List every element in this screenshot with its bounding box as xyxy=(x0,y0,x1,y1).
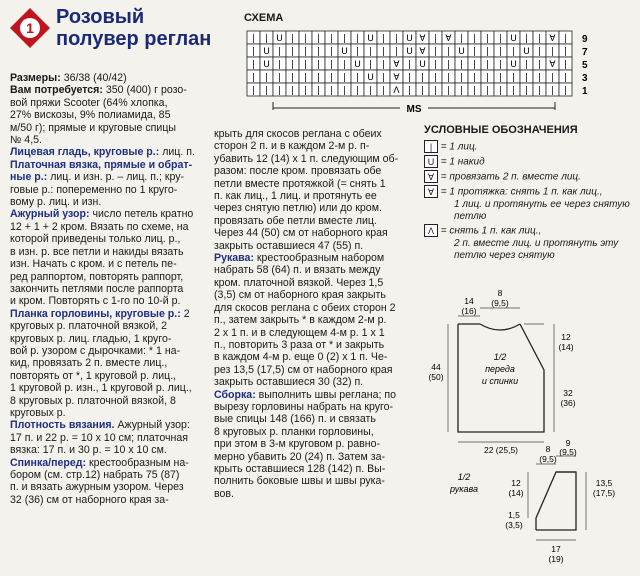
sleeve-line: п., затем закрыть * в каждом 2-м р. xyxy=(214,314,387,327)
chart-symbol: | xyxy=(342,60,347,70)
chart-symbol: | xyxy=(290,60,295,70)
legend-title: УСЛОВНЫЕ ОБОЗНАЧЕНИЯ xyxy=(424,124,578,136)
band-line: вой р. узором с дырочками: * 1 на- xyxy=(10,344,181,357)
sleeve-line: в каждом 4-м р. еще 0 (2) х 1 п. Че- xyxy=(214,351,388,364)
chart-symbol: | xyxy=(498,34,503,44)
chart-symbol: | xyxy=(433,86,438,96)
dim-sleeve-top-left: (9,5) xyxy=(539,454,557,464)
chart-symbol: | xyxy=(316,60,321,70)
badge-number: 1 xyxy=(26,20,34,36)
dim-sleeve-raglan: 12 xyxy=(511,478,521,488)
dim-sleeve-bottom: 17 xyxy=(551,544,561,554)
need-line: 27% вискозы, 9% полиамида, 85 xyxy=(10,109,171,122)
ssk-icon: ∀ xyxy=(424,185,438,198)
legend-text: = провязать 2 п. вместе лиц. xyxy=(440,171,581,183)
chart-symbol: | xyxy=(355,73,360,83)
legend-text: = снять 1 п. как лиц., xyxy=(440,225,542,237)
chart-symbol: | xyxy=(563,60,568,70)
chart-symbol: | xyxy=(472,47,477,57)
chart-symbol: | xyxy=(381,73,386,83)
chart-symbol: U xyxy=(263,60,270,70)
assembly-line: вов. xyxy=(214,487,234,500)
chart-symbol: U xyxy=(458,47,465,57)
garter-label: Платочная вязка, прямые и обрат- xyxy=(10,158,193,171)
sleeve-line: (3,5) см от наборного края закрыть xyxy=(214,289,386,302)
cont-line: через снятую петлю) или до кром. xyxy=(214,202,382,215)
legend-text: петлю xyxy=(454,210,487,222)
chart-symbol: U xyxy=(419,60,426,70)
legend-text: 2 п. вместе лиц. и протянуть эту xyxy=(454,237,619,249)
chart-symbol: | xyxy=(381,34,386,44)
dim-raglan: (14) xyxy=(558,342,574,352)
legend-text: петлю через снятую xyxy=(454,249,555,261)
chart-symbol: | xyxy=(251,47,256,57)
need-line: вой пряжи Scooter (64% хлопка, xyxy=(10,96,168,109)
chart-symbol: U xyxy=(341,47,348,57)
cont-line: закрыть оставшиеся 47 (55) п. xyxy=(214,239,364,252)
dim-height: 44 xyxy=(431,362,441,372)
cont-line: Через 44 (50) см от наборного края xyxy=(214,227,388,240)
chart-symbol: | xyxy=(511,73,516,83)
chart-symbol: | xyxy=(550,47,555,57)
legend-item-yo xyxy=(424,155,485,169)
chart-symbol: | xyxy=(342,86,347,96)
neckline xyxy=(480,324,520,330)
row-number: 7 xyxy=(582,47,588,58)
body-label: 1/2 xyxy=(493,352,507,362)
assembly-line: вырезу горловины набрать на круго- xyxy=(214,400,394,413)
cont-line: разом: после кром. провязать обе xyxy=(214,165,382,178)
chart-symbol: U xyxy=(367,73,374,83)
chart-symbol: | xyxy=(550,86,555,96)
assembly-line: вые спицы 148 (166) п. и связать xyxy=(214,413,376,426)
back-line: крестообразным на- xyxy=(88,456,189,469)
dim-sleeve-cuff: (3,5) xyxy=(505,520,523,530)
chart-symbol: | xyxy=(563,86,568,96)
chart-symbol: | xyxy=(498,86,503,96)
assembly-line: полнить боковые швы и швы рука- xyxy=(214,475,385,488)
need-line: м/50 г); прямые и круговые спицы xyxy=(10,121,177,134)
chart-symbol: | xyxy=(511,47,516,57)
chart-symbol: | xyxy=(459,60,464,70)
body-pattern-diagram xyxy=(420,288,635,458)
chart-symbol: | xyxy=(316,73,321,83)
dim-bottom: 22 (25,5) xyxy=(483,445,519,455)
chart-symbol: | xyxy=(407,73,412,83)
legend-item-ssk xyxy=(424,185,630,223)
chart-symbol: | xyxy=(563,34,568,44)
chart-symbol: | xyxy=(498,73,503,83)
chart-symbol: U xyxy=(510,60,517,70)
sleeve-outline xyxy=(536,472,576,530)
chart-symbol: | xyxy=(251,34,256,44)
dim-sleeve-height: 13,5 xyxy=(595,478,613,488)
chart-symbol: | xyxy=(511,86,516,96)
chart-symbol: | xyxy=(524,34,529,44)
chart-symbol: | xyxy=(329,60,334,70)
body-label: и спинки xyxy=(481,376,519,386)
yarn-over-icon: U xyxy=(424,155,438,168)
title-line-2: полувер реглан xyxy=(56,28,212,50)
back-line: п. и вязать ажурным узором. Через xyxy=(10,481,184,494)
sk2p-icon: Λ xyxy=(424,224,438,237)
sleeve-line: закрыть оставшиеся 30 (32) п. xyxy=(214,376,364,389)
row-number: 5 xyxy=(582,60,588,71)
sleeve-line: п., повторить 3 раза от * и закрыть xyxy=(214,338,385,351)
title-line-1: Розовый xyxy=(56,6,145,28)
chart-symbol: | xyxy=(446,86,451,96)
chart-symbol: | xyxy=(355,47,360,57)
band-line: круговых р. лиц. гладью, 1 круго- xyxy=(10,332,172,345)
chart-symbol: | xyxy=(329,47,334,57)
chart-symbol: | xyxy=(277,47,282,57)
chart-symbol: | xyxy=(446,73,451,83)
legend-text: 1 лиц. и протянуть ее через снятую xyxy=(454,198,630,210)
chart-symbol: | xyxy=(368,47,373,57)
chart-symbol: | xyxy=(420,86,425,96)
dim-height: (50) xyxy=(428,372,444,382)
back-line: бором (см. стр.12) набрать 75 (87) xyxy=(10,469,180,481)
legend-text: = 1 протяжка: снять 1 п. как лиц., xyxy=(440,186,603,198)
cont-line: п. как лиц., 1 лиц. и протянуть ее xyxy=(214,190,377,203)
band-line: 8 круговых р. платочной вязкой, 8 xyxy=(10,394,176,407)
chart-symbol: | xyxy=(368,86,373,96)
legend-item-k2tog xyxy=(424,170,581,184)
dim-side: 32 xyxy=(563,388,573,398)
need-line: 350 (400) г розо- xyxy=(105,84,187,97)
dim-sleeve-top-left: 8 xyxy=(545,444,551,454)
page-title xyxy=(56,6,211,50)
garter-line: лиц. и изн. р. – лиц. п.; кру- xyxy=(50,171,185,184)
chart-symbol: | xyxy=(264,73,269,83)
schema-title: СХЕМА xyxy=(244,12,284,24)
band-line: кид, провязать 2 п. вместе лиц., xyxy=(10,357,168,370)
chart-symbol: | xyxy=(251,86,256,96)
chart-symbol: | xyxy=(472,73,477,83)
lace-line: число петель кратно xyxy=(92,208,194,221)
chart-symbol: | xyxy=(303,47,308,57)
sleeve-line: крестообразным набором xyxy=(256,252,385,265)
gauge-line: вязка: 17 п. и 30 р. = 10 х 10 см. xyxy=(10,444,167,457)
legend-text: = 1 накид xyxy=(440,156,485,168)
chart-symbol: | xyxy=(563,73,568,83)
chart-symbol: | xyxy=(524,86,529,96)
cont-line: петли вместе протяжкой (= снять 1 xyxy=(214,177,386,190)
chart-symbol: | xyxy=(472,86,477,96)
dim-sleeve-bottom: (19) xyxy=(548,554,564,564)
chart-symbol: ∀ xyxy=(549,34,556,44)
chart-symbol: | xyxy=(407,86,412,96)
chart-symbol: | xyxy=(290,47,295,57)
dim-top-right: 8 xyxy=(497,288,503,298)
body-label: переда xyxy=(485,364,515,374)
chart-symbol: | xyxy=(537,34,542,44)
chart-symbol: | xyxy=(342,34,347,44)
chart-symbol: | xyxy=(342,73,347,83)
chart-symbol: | xyxy=(498,47,503,57)
assembly-line: выполнить швы реглана; по xyxy=(258,388,397,401)
repeat-label: MS xyxy=(406,104,422,115)
chart-symbol: U xyxy=(367,34,374,44)
sleeve-label: рукава xyxy=(450,484,478,494)
chart-symbol: Λ xyxy=(393,86,400,96)
gauge-line: Ажурный узор: xyxy=(117,419,190,432)
chart-symbol: | xyxy=(524,60,529,70)
lace-label: Ажурный узор: xyxy=(10,208,90,221)
band-line: повторять от *, 1 круговой р. лиц., xyxy=(10,369,177,382)
cont-line: сторон 2 п. и в каждом 2-м р. п- xyxy=(214,140,370,153)
dim-top-right: (9,5) xyxy=(491,298,509,308)
cont-line: крыть для скосов реглана с обеих xyxy=(214,128,382,140)
chart-symbol: U xyxy=(276,34,283,44)
chart-symbol: | xyxy=(524,73,529,83)
lace-line: 12 + 1 + 2 кром. Вязать по схеме, на xyxy=(10,220,189,233)
need-line: № 4,5. xyxy=(10,134,42,147)
chart-symbol: | xyxy=(329,86,334,96)
chart-symbol: | xyxy=(459,86,464,96)
chart-symbol: | xyxy=(485,60,490,70)
dim-sleeve-top-right: 9 xyxy=(565,440,571,448)
chart-symbol: U xyxy=(354,60,361,70)
chart-symbol: | xyxy=(472,60,477,70)
dim-top-left: (16) xyxy=(461,306,477,316)
need-label: Вам потребуется: xyxy=(10,84,103,97)
legend-item-knit xyxy=(424,140,477,154)
chart-symbol: | xyxy=(537,47,542,57)
chart-symbol: | xyxy=(433,34,438,44)
chart-symbol: | xyxy=(264,34,269,44)
lace-line: ред раппортом, повторять раппорт, xyxy=(10,270,184,283)
chart-symbol: U xyxy=(406,34,413,44)
dim-sleeve-raglan: (14) xyxy=(508,488,524,498)
lace-line: закончить петлями после раппорта xyxy=(10,282,184,295)
garter-line: вому р. лиц. и изн. xyxy=(10,196,102,209)
chart-symbol: | xyxy=(446,47,451,57)
chart-symbol: U xyxy=(510,34,517,44)
chart-symbol: | xyxy=(550,73,555,83)
band-line: круговых р. xyxy=(10,406,66,419)
chart-symbol: | xyxy=(407,60,412,70)
assembly-line: крыть оставшиеся 128 (142) п. Вы- xyxy=(214,462,386,475)
chart-symbol: | xyxy=(303,86,308,96)
chart-symbol: | xyxy=(537,73,542,83)
chart-symbol: | xyxy=(537,86,542,96)
gauge-line: 17 п. и 22 р. = 10 х 10 см; платочная xyxy=(10,431,188,444)
garter-line: говые р.: попеременно по 1 круго- xyxy=(10,183,178,196)
chart-symbol: | xyxy=(485,34,490,44)
chart-symbol: ∀ xyxy=(419,47,426,57)
sleeve-line: набрать 58 (64) п. и вязать между xyxy=(214,264,381,277)
chart-symbol: | xyxy=(290,86,295,96)
chart-symbol: U xyxy=(406,47,413,57)
legend-item-sk2p xyxy=(424,224,618,262)
chart-symbol: | xyxy=(355,86,360,96)
chart-symbol: | xyxy=(381,47,386,57)
cont-line: провязать обе петли вместе лиц. xyxy=(214,214,377,227)
gauge-label: Плотность вязания. xyxy=(10,419,115,432)
chart-symbol: ∀ xyxy=(445,34,452,44)
chart-grid xyxy=(247,31,572,96)
assembly-line: 8 круговых р. планки горловины, xyxy=(214,425,374,438)
back-label: Спинка/перед: xyxy=(10,456,87,469)
chart-symbol: | xyxy=(368,60,373,70)
chart-symbol: | xyxy=(251,73,256,83)
chart-symbol: | xyxy=(316,86,321,96)
k2tog-icon: ∀ xyxy=(424,170,438,183)
row-number: 1 xyxy=(582,86,588,97)
sleeve-line: кром. платочной вязкой. Через 1,5 xyxy=(214,276,384,289)
chart-symbol: | xyxy=(303,60,308,70)
chart-symbol: | xyxy=(537,60,542,70)
garter-label: ные р.: xyxy=(10,171,48,184)
chart-symbol: | xyxy=(329,73,334,83)
chart-symbol: | xyxy=(433,60,438,70)
stockinette-label: Лицевая гладь, круговые р.: xyxy=(10,146,160,159)
chart-symbol: | xyxy=(290,73,295,83)
chart-symbol: | xyxy=(498,60,503,70)
row-number: 3 xyxy=(582,73,588,84)
sleeve-label: 1/2 xyxy=(457,472,471,482)
chart-symbol: U xyxy=(523,47,530,57)
sleeve-line: для скосов реглана с обеих сторон 2 xyxy=(214,301,396,314)
chart-symbol: | xyxy=(316,47,321,57)
row-number: 9 xyxy=(582,34,588,45)
lace-line: изн. Начать с кром. и с петель пе- xyxy=(10,258,177,271)
chart-symbol: | xyxy=(472,34,477,44)
band-label: Планка горловины, круговые р.: xyxy=(10,307,181,320)
chart-symbol: | xyxy=(433,47,438,57)
instructions-column-2 xyxy=(214,128,414,500)
sleeve-line: рез 13,5 (17,5) см от наборного края xyxy=(214,363,393,376)
chart-symbol: U xyxy=(263,47,270,57)
chart-symbol: ∀ xyxy=(393,73,400,83)
sleeve-line: 2 х 1 п. и в следующем 4-м р. 1 х 1 xyxy=(214,326,385,339)
chart-symbol: | xyxy=(433,73,438,83)
assembly-line: мерно убавить 20 (24) п. Затем за- xyxy=(214,450,386,463)
chart-symbol: | xyxy=(355,34,360,44)
chart-symbol: | xyxy=(277,73,282,83)
chart-symbol: | xyxy=(277,60,282,70)
chart-symbol: | xyxy=(303,34,308,44)
chart-symbol: | xyxy=(329,34,334,44)
cont-line: убавить 12 (14) х 1 п. следующим об- xyxy=(214,152,399,165)
chart-symbol: | xyxy=(303,73,308,83)
lace-line: которой приведены только лиц. р., xyxy=(10,233,181,246)
lace-line: и кром. Повторять с 1-го по 10-й р. xyxy=(10,295,181,308)
dim-sleeve-height: (17,5) xyxy=(592,488,616,498)
chart-symbol: | xyxy=(459,73,464,83)
title-badge-icon xyxy=(10,8,50,48)
sleeve-label: Рукава: xyxy=(214,252,254,265)
chart-symbol: | xyxy=(264,86,269,96)
chart-symbol: | xyxy=(316,34,321,44)
knit-symbol-icon: | xyxy=(424,140,438,153)
band-line: круговых р. платочной вязкой, 2 xyxy=(10,320,168,333)
sizes-value: 36/38 (40/42) xyxy=(63,72,127,84)
legend-text: = 1 лиц. xyxy=(440,141,478,153)
chart-symbol: ∀ xyxy=(419,34,426,44)
band-line: 2 xyxy=(183,307,190,320)
lace-line: в изн. р. все петли и накиды вязать xyxy=(10,245,184,258)
chart-symbol: | xyxy=(251,60,256,70)
dim-raglan: 12 xyxy=(561,332,571,342)
chart-symbol: | xyxy=(459,34,464,44)
dim-side: (36) xyxy=(560,398,576,408)
chart-symbol: | xyxy=(485,47,490,57)
chart-symbol: | xyxy=(485,73,490,83)
dim-sleeve-top-right: (9,5) xyxy=(559,447,577,457)
chart-symbol: | xyxy=(563,47,568,57)
chart-symbol: | xyxy=(420,73,425,83)
sleeve-pattern-diagram xyxy=(450,440,635,572)
chart-symbol: | xyxy=(394,34,399,44)
chart-symbol: ∀ xyxy=(549,60,556,70)
sizes-label: Размеры: xyxy=(10,72,61,84)
chart-symbol: | xyxy=(277,86,282,96)
dim-top-left: 14 xyxy=(464,296,474,306)
assembly-line: при этом в 3-м круговом р. равно- xyxy=(214,438,381,451)
chart-symbol: | xyxy=(394,47,399,57)
assembly-label: Сборка: xyxy=(214,388,256,401)
back-line: 32 (36) см от наборного края за- xyxy=(10,493,169,506)
knitting-chart xyxy=(240,26,620,122)
instructions-column-1 xyxy=(10,72,210,506)
stockinette-value: лиц. п. xyxy=(162,146,195,159)
chart-symbol: | xyxy=(381,60,386,70)
dim-sleeve-cuff: 1,5 xyxy=(508,510,520,520)
chart-symbol: | xyxy=(381,86,386,96)
chart-symbol: | xyxy=(290,34,295,44)
chart-symbol: | xyxy=(485,86,490,96)
band-line: 1 круговой р. изн., 1 круговой р. лиц., xyxy=(10,382,192,395)
chart-symbol: | xyxy=(446,60,451,70)
chart-symbol: ∀ xyxy=(393,60,400,70)
